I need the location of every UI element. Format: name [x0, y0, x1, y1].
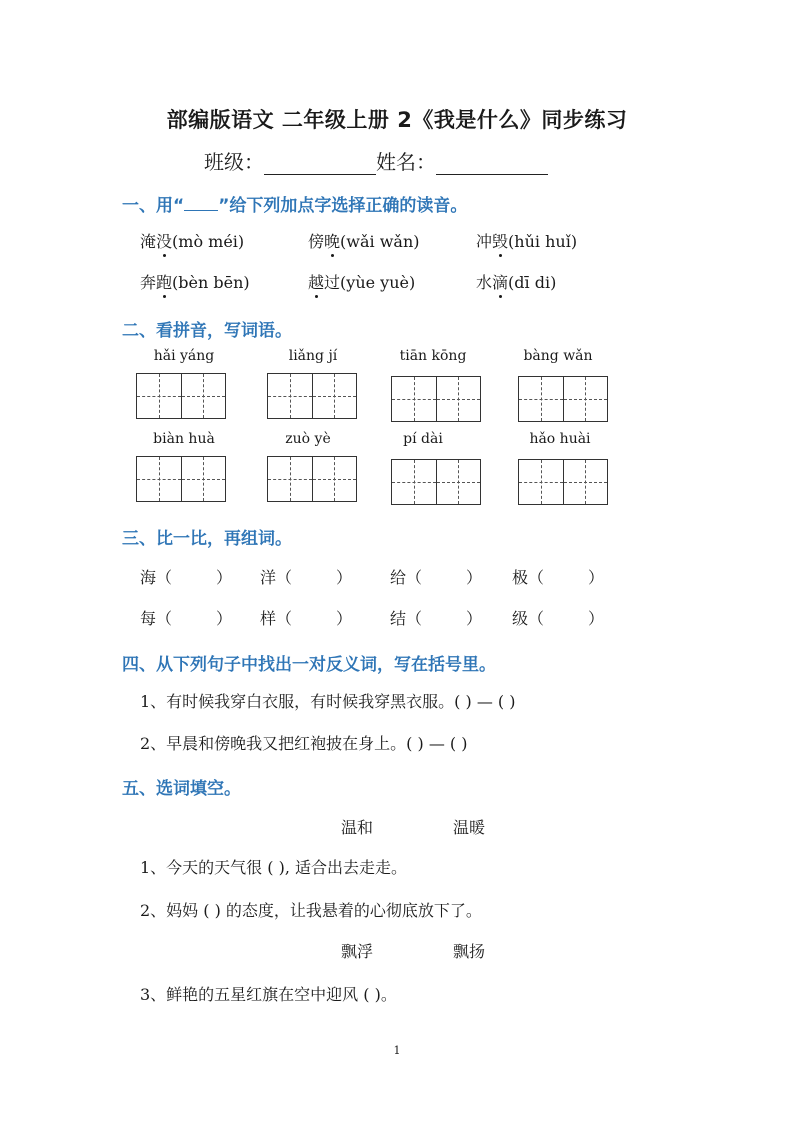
writing-grid[interactable] — [391, 376, 481, 422]
word-choice: 飘浮 — [341, 942, 374, 961]
pinyin-label: zuò yè — [285, 431, 331, 447]
pron-item-2: 傍晚(wǎi wǎn) — [308, 229, 420, 252]
dotted-char: 跑 — [156, 270, 172, 293]
section4-heading: 四、从下列句子中找出一对反义词，写在括号里。 — [122, 655, 496, 675]
pinyin-label: hǎo huài — [529, 431, 591, 447]
pinyin-label: liǎng jí — [288, 348, 338, 364]
writing-grid[interactable] — [518, 459, 608, 505]
class-label: 班级： — [204, 150, 264, 174]
writing-grid[interactable] — [267, 456, 357, 502]
section1-heading-pre: 一、用“ — [122, 196, 185, 216]
dotted-char: 越 — [308, 270, 324, 293]
pron-item-4: 奔跑(bèn bēn) — [140, 270, 250, 293]
section1-heading-post: ”给下列加点字选择正确的读音。 — [218, 196, 468, 216]
writing-grid[interactable] — [136, 373, 226, 419]
answer-underline — [184, 196, 218, 211]
writing-grid[interactable] — [267, 373, 357, 419]
writing-grid[interactable] — [136, 456, 226, 502]
compare-char: 样（ ） — [260, 609, 353, 628]
compare-char: 极（ ） — [512, 568, 605, 587]
word-choice: 温暖 — [453, 818, 486, 837]
section5-heading: 五、选词填空。 — [122, 779, 241, 799]
compare-char: 海（ ） — [140, 568, 233, 587]
name-label: 姓名： — [376, 150, 436, 174]
section1-heading — [122, 191, 467, 216]
compare-char: 级（ ） — [512, 609, 605, 628]
compare-char: 每（ ） — [140, 609, 233, 628]
writing-grid[interactable] — [518, 376, 608, 422]
pron-item-1: 淹没(mò méi) — [140, 229, 244, 252]
pinyin-label: biàn huà — [153, 431, 215, 447]
compare-char: 给（ ） — [390, 568, 483, 587]
compare-char: 洋（ ） — [260, 568, 353, 587]
pron-item-5: 越过(yùe yuè) — [308, 270, 415, 293]
class-blank[interactable] — [264, 152, 376, 175]
word-choice: 温和 — [341, 818, 374, 837]
pinyin-label: bàng wǎn — [523, 348, 593, 364]
student-info-line — [204, 146, 548, 175]
writing-grid[interactable] — [391, 459, 481, 505]
page-number: 1 — [393, 1044, 401, 1057]
compare-char: 结（ ） — [390, 609, 483, 628]
sentence-1: 1、有时候我穿白衣服，有时候我穿黑衣服。( ) — ( ) — [140, 692, 516, 711]
word-choice: 飘扬 — [453, 942, 486, 961]
page-title: 部编版语文 二年级上册 2《我是什么》同步练习 — [166, 108, 628, 132]
pinyin-label: tiān kōng — [399, 348, 467, 364]
dotted-char: 晚 — [324, 229, 340, 252]
fill-sentence-2: 2、妈妈 ( ) 的态度，让我悬着的心彻底放下了。 — [140, 901, 482, 920]
pron-item-6: 水滴(dī di) — [476, 270, 556, 293]
pinyin-label: hǎi yáng — [153, 348, 215, 364]
pinyin-label: pí dài — [403, 431, 443, 447]
section2-heading: 二、看拼音，写词语。 — [122, 321, 292, 341]
dotted-char: 没 — [156, 229, 172, 252]
fill-sentence-1: 1、今天的天气很 ( ), 适合出去走走。 — [140, 858, 408, 877]
dotted-char: 滴 — [492, 270, 508, 293]
dotted-char: 毁 — [492, 229, 508, 252]
pron-item-3: 冲毁(hǔi huǐ) — [476, 229, 577, 252]
section3-heading: 三、比一比，再组词。 — [122, 529, 292, 549]
name-blank[interactable] — [436, 152, 548, 175]
fill-sentence-3: 3、鲜艳的五星红旗在空中迎风 ( )。 — [140, 985, 397, 1004]
sentence-2: 2、早晨和傍晚我又把红袍披在身上。( ) — ( ) — [140, 734, 468, 753]
